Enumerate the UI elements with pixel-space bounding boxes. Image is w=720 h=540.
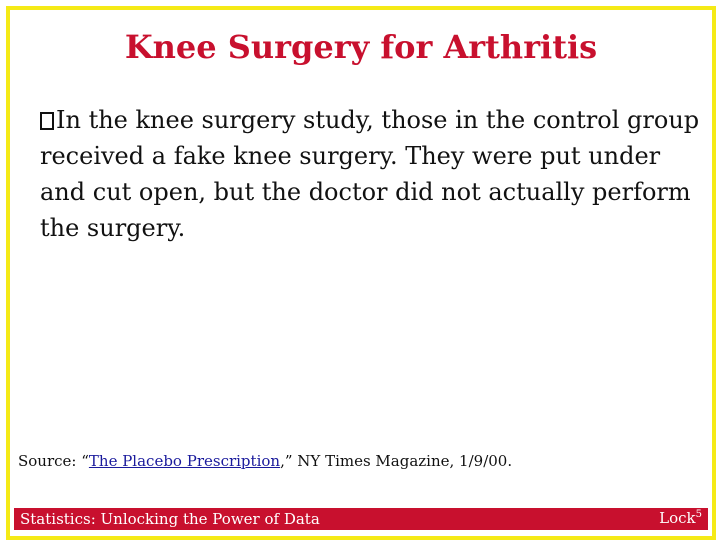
footer-author [659, 509, 702, 527]
footer-author-name: Lock [659, 509, 696, 527]
source-suffix: ,” NY Times Magazine, 1/9/00. [280, 452, 513, 470]
slide-frame [6, 6, 716, 540]
source-citation [18, 452, 512, 470]
slide-title: Knee Surgery for Arthritis [124, 28, 598, 66]
source-link[interactable]: The Placebo Prescription [88, 452, 281, 470]
source-prefix: Source: “ [18, 452, 89, 470]
footer-author-sup: 5 [695, 509, 702, 520]
footer-bar [14, 508, 708, 530]
bullet-paragraph [34, 102, 710, 246]
bullet-box-icon [40, 112, 54, 130]
bullet-text: In the knee surgery study, those in the control group received a fake knee surgery. They were put under and cut open, but the doctor did not actually perform the surgery. [40, 106, 700, 242]
footer-course-title: Statistics: Unlocking the Power of Data [20, 510, 320, 528]
